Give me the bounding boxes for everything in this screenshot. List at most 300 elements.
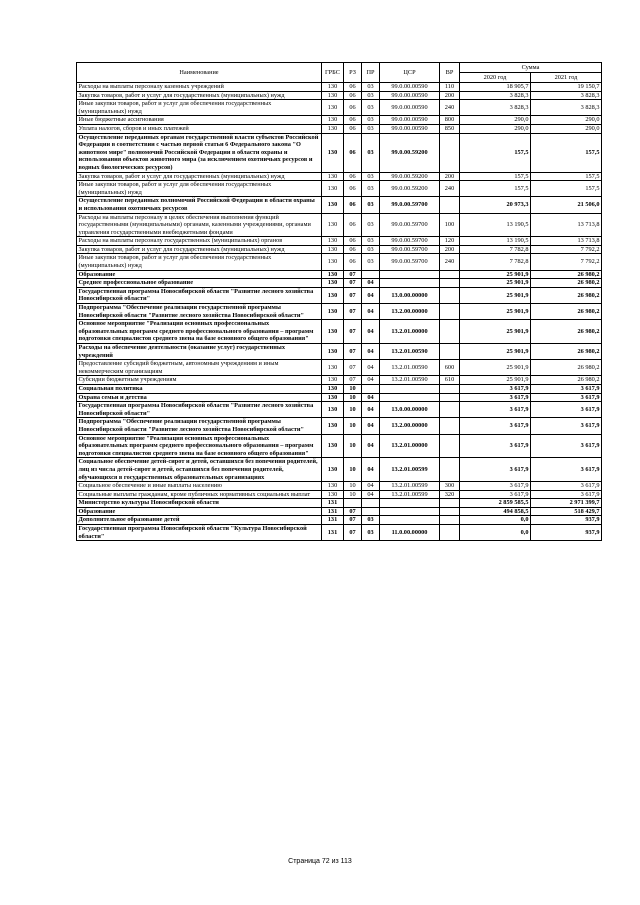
- cell-2020: 25 901,9: [460, 304, 531, 320]
- cell-rz: [344, 499, 362, 508]
- cell-2020: 25 901,9: [460, 287, 531, 303]
- cell-name: Социальные выплаты гражданам, кроме публичных нормативных социальных выплат: [77, 490, 322, 499]
- table-body: [77, 83, 602, 541]
- table-row: [77, 344, 602, 360]
- cell-pr: 04: [362, 376, 380, 385]
- cell-vr: [440, 458, 460, 482]
- cell-2020: 25 901,9: [460, 360, 531, 376]
- cell-2021: 2 971 399,7: [531, 499, 602, 508]
- cell-2020: 290,0: [460, 116, 531, 125]
- cell-2021: 19 150,7: [531, 83, 602, 92]
- cell-grbs: 130: [322, 245, 344, 254]
- cell-vr: 110: [440, 83, 460, 92]
- cell-pr: 04: [362, 458, 380, 482]
- cell-2021: 3 617,9: [531, 434, 602, 458]
- table-row: [77, 458, 602, 482]
- cell-vr: [440, 279, 460, 288]
- cell-2020: 157,5: [460, 181, 531, 197]
- cell-rz: 07: [344, 344, 362, 360]
- table-row: [77, 197, 602, 213]
- cell-name: Расходы на обеспечение деятельности (оказание услуг) государственных учреждений: [77, 344, 322, 360]
- cell-csr: 13.0.00.00000: [380, 287, 440, 303]
- cell-2020: 3 617,9: [460, 402, 531, 418]
- cell-2021: 3 828,3: [531, 100, 602, 116]
- cell-csr: 13.2.01.00000: [380, 434, 440, 458]
- table-row: [77, 245, 602, 254]
- cell-pr: 04: [362, 304, 380, 320]
- cell-name: Расходы на выплаты персоналу государственных (муниципальных) органов: [77, 237, 322, 246]
- cell-grbs: 130: [322, 172, 344, 181]
- cell-grbs: 130: [322, 490, 344, 499]
- cell-pr: 03: [362, 516, 380, 525]
- cell-pr: [362, 507, 380, 516]
- cell-name: Иные закупки товаров, работ и услуг для обеспечения государственных (муниципальных) нужд: [77, 181, 322, 197]
- cell-grbs: 130: [322, 418, 344, 434]
- cell-rz: 07: [344, 376, 362, 385]
- cell-csr: 13.2.00.00000: [380, 418, 440, 434]
- cell-pr: 03: [362, 181, 380, 197]
- cell-grbs: 130: [322, 360, 344, 376]
- cell-name: Осуществление переданных органам государственной власти субъектов Российской Федерации в соответствии с частью первой статьи 6 Федерального закона "О животном мире" полномочий Российской Федерации в области охраны и использования объектов животного мира (за исключением охотничьих ресурсов и водных биологических ресурсов): [77, 133, 322, 172]
- cell-2021: 26 980,2: [531, 360, 602, 376]
- cell-csr: 99.0.00.59200: [380, 172, 440, 181]
- cell-2020: 2 859 585,5: [460, 499, 531, 508]
- table-row: [77, 287, 602, 303]
- cell-name: Государственная программа Новосибирской области "Развитие лесного хозяйства Новосибирской области": [77, 287, 322, 303]
- cell-2021: 26 980,2: [531, 279, 602, 288]
- cell-grbs: 130: [322, 100, 344, 116]
- cell-2021: 157,5: [531, 133, 602, 172]
- cell-vr: 240: [440, 181, 460, 197]
- cell-csr: [380, 499, 440, 508]
- cell-csr: [380, 279, 440, 288]
- table-row: [77, 402, 602, 418]
- cell-csr: [380, 507, 440, 516]
- cell-pr: 03: [362, 237, 380, 246]
- cell-2020: 3 828,3: [460, 100, 531, 116]
- table-row: [77, 393, 602, 402]
- cell-vr: 120: [440, 237, 460, 246]
- cell-pr: 04: [362, 360, 380, 376]
- cell-name: Основное мероприятие "Реализация основных профессиональных образовательных программ среднего профессионального образования – программ подготовки специалистов среднего звена на базе основного общего образования": [77, 320, 322, 344]
- cell-pr: [362, 499, 380, 508]
- cell-pr: 03: [362, 245, 380, 254]
- cell-rz: 07: [344, 516, 362, 525]
- cell-name: Иные бюджетные ассигнования: [77, 116, 322, 125]
- table-row: [77, 320, 602, 344]
- cell-name: Дополнительное образование детей: [77, 516, 322, 525]
- cell-csr: 99.0.00.59700: [380, 254, 440, 270]
- cell-pr: 03: [362, 172, 380, 181]
- cell-vr: 200: [440, 245, 460, 254]
- cell-pr: 04: [362, 418, 380, 434]
- cell-2021: 7 792,2: [531, 254, 602, 270]
- cell-rz: 06: [344, 172, 362, 181]
- cell-rz: 06: [344, 83, 362, 92]
- cell-vr: 610: [440, 376, 460, 385]
- cell-2020: 3 617,9: [460, 393, 531, 402]
- cell-name: Иные закупки товаров, работ и услуг для обеспечения государственных (муниципальных) нужд: [77, 254, 322, 270]
- cell-vr: [440, 393, 460, 402]
- cell-vr: [440, 197, 460, 213]
- cell-2020: 3 828,3: [460, 91, 531, 100]
- table-row: [77, 133, 602, 172]
- cell-2020: 25 901,9: [460, 279, 531, 288]
- cell-pr: 03: [362, 213, 380, 237]
- cell-grbs: 130: [322, 482, 344, 491]
- table-row: [77, 360, 602, 376]
- cell-csr: 13.2.01.00590: [380, 360, 440, 376]
- cell-grbs: 130: [322, 279, 344, 288]
- cell-grbs: 130: [322, 181, 344, 197]
- cell-grbs: 131: [322, 525, 344, 541]
- cell-grbs: 130: [322, 91, 344, 100]
- cell-name: Образование: [77, 270, 322, 279]
- cell-vr: 850: [440, 124, 460, 133]
- cell-rz: 06: [344, 181, 362, 197]
- cell-2021: 3 617,9: [531, 402, 602, 418]
- cell-vr: [440, 499, 460, 508]
- cell-2021: 157,5: [531, 172, 602, 181]
- cell-csr: 99.0.00.59700: [380, 245, 440, 254]
- cell-name: Расходы на выплаты персоналу казенных учреждений: [77, 83, 322, 92]
- cell-csr: 13.2.01.00599: [380, 490, 440, 499]
- table-row: [77, 124, 602, 133]
- cell-rz: 10: [344, 418, 362, 434]
- cell-2020: 3 617,9: [460, 418, 531, 434]
- cell-pr: [362, 384, 380, 393]
- cell-csr: 99.0.00.59700: [380, 197, 440, 213]
- cell-vr: [440, 304, 460, 320]
- header-vr: ВР: [440, 63, 460, 83]
- cell-name: Социальное обеспечение детей-сирот и детей, оставшихся без попечения родителей, лиц из числа детей-сирот и детей, оставшихся без попечения родителей, обучающихся в государственных образовательных организациях: [77, 458, 322, 482]
- cell-rz: 10: [344, 384, 362, 393]
- table-row: [77, 279, 602, 288]
- cell-2021: 26 980,2: [531, 287, 602, 303]
- cell-2020: 494 858,5: [460, 507, 531, 516]
- cell-csr: 99.0.00.59700: [380, 237, 440, 246]
- cell-pr: 03: [362, 254, 380, 270]
- cell-rz: 07: [344, 287, 362, 303]
- cell-vr: 300: [440, 482, 460, 491]
- cell-name: Подпрограмма "Обеспечение реализации государственной программы Новосибирской области "Развитие лесного хозяйства Новосибирской области": [77, 304, 322, 320]
- cell-2020: 3 617,9: [460, 384, 531, 393]
- cell-grbs: 130: [322, 213, 344, 237]
- cell-rz: 07: [344, 507, 362, 516]
- cell-name: Охрана семьи и детства: [77, 393, 322, 402]
- cell-pr: 04: [362, 279, 380, 288]
- header-2021: 2021 год: [531, 73, 602, 83]
- cell-csr: [380, 270, 440, 279]
- cell-rz: 07: [344, 525, 362, 541]
- table-row: [77, 91, 602, 100]
- table-row: [77, 434, 602, 458]
- cell-2021: 26 980,2: [531, 304, 602, 320]
- cell-2021: 290,0: [531, 124, 602, 133]
- table-row: [77, 237, 602, 246]
- cell-2021: 3 828,3: [531, 91, 602, 100]
- cell-grbs: 131: [322, 499, 344, 508]
- cell-csr: [380, 393, 440, 402]
- cell-2021: 157,5: [531, 181, 602, 197]
- cell-grbs: 130: [322, 384, 344, 393]
- cell-2021: 26 980,2: [531, 344, 602, 360]
- cell-2020: 7 782,8: [460, 245, 531, 254]
- cell-2020: 290,0: [460, 124, 531, 133]
- cell-csr: 99.0.00.00590: [380, 83, 440, 92]
- cell-vr: [440, 507, 460, 516]
- cell-2020: 13 190,5: [460, 213, 531, 237]
- cell-grbs: 130: [322, 402, 344, 418]
- budget-sheet: [76, 62, 601, 541]
- table-row: [77, 254, 602, 270]
- cell-rz: 07: [344, 279, 362, 288]
- cell-rz: 06: [344, 197, 362, 213]
- cell-grbs: 130: [322, 133, 344, 172]
- cell-vr: [440, 384, 460, 393]
- cell-rz: 06: [344, 245, 362, 254]
- table-row: [77, 100, 602, 116]
- table-row: [77, 516, 602, 525]
- cell-rz: 06: [344, 254, 362, 270]
- page-footer: Страница 72 из 113: [288, 858, 352, 865]
- cell-grbs: 130: [322, 270, 344, 279]
- table-row: [77, 525, 602, 541]
- cell-name: Субсидии бюджетным учреждениям: [77, 376, 322, 385]
- cell-pr: 03: [362, 83, 380, 92]
- cell-2021: 937,9: [531, 516, 602, 525]
- cell-vr: 240: [440, 254, 460, 270]
- header-csr: ЦСР: [380, 63, 440, 83]
- cell-name: Предоставление субсидий бюджетным, автономным учреждениям и иным некоммерческим организациям: [77, 360, 322, 376]
- table-row: [77, 304, 602, 320]
- cell-rz: 07: [344, 304, 362, 320]
- cell-grbs: 131: [322, 516, 344, 525]
- cell-rz: 06: [344, 100, 362, 116]
- budget-table: [76, 62, 602, 541]
- cell-name: Основное мероприятие "Реализация основных профессиональных образовательных программ среднего профессионального образования – программ подготовки специалистов среднего звена на базе основного общего образования": [77, 434, 322, 458]
- cell-csr: 13.2.01.00590: [380, 344, 440, 360]
- cell-csr: 99.0.00.59700: [380, 213, 440, 237]
- cell-pr: 04: [362, 287, 380, 303]
- cell-rz: 06: [344, 91, 362, 100]
- cell-grbs: 130: [322, 124, 344, 133]
- cell-grbs: 130: [322, 237, 344, 246]
- table-row: [77, 270, 602, 279]
- cell-pr: 04: [362, 434, 380, 458]
- cell-2021: 13 713,8: [531, 213, 602, 237]
- cell-pr: 03: [362, 116, 380, 125]
- cell-name: Социальная политика: [77, 384, 322, 393]
- cell-vr: 100: [440, 213, 460, 237]
- cell-grbs: 131: [322, 507, 344, 516]
- cell-2021: 3 617,9: [531, 418, 602, 434]
- cell-csr: 99.0.00.59200: [380, 181, 440, 197]
- cell-csr: 13.2.01.00000: [380, 320, 440, 344]
- header-sum: Сумма: [460, 63, 602, 73]
- table-row: [77, 490, 602, 499]
- cell-vr: [440, 516, 460, 525]
- cell-name: Социальное обеспечение и иные выплаты населению: [77, 482, 322, 491]
- cell-vr: 240: [440, 100, 460, 116]
- cell-rz: 06: [344, 213, 362, 237]
- cell-grbs: 130: [322, 83, 344, 92]
- header-name: Наименование: [77, 63, 322, 83]
- cell-vr: 200: [440, 91, 460, 100]
- cell-rz: 07: [344, 270, 362, 279]
- cell-csr: [380, 516, 440, 525]
- cell-csr: 99.0.00.59200: [380, 133, 440, 172]
- cell-grbs: 130: [322, 287, 344, 303]
- cell-2021: 937,9: [531, 525, 602, 541]
- cell-grbs: 130: [322, 320, 344, 344]
- cell-vr: 800: [440, 116, 460, 125]
- cell-vr: 320: [440, 490, 460, 499]
- cell-csr: 13.2.00.00000: [380, 304, 440, 320]
- cell-pr: 03: [362, 100, 380, 116]
- cell-vr: [440, 402, 460, 418]
- cell-2020: 0,0: [460, 516, 531, 525]
- cell-csr: 99.0.00.00590: [380, 100, 440, 116]
- cell-2020: 3 617,9: [460, 490, 531, 499]
- cell-name: Осуществление переданных полномочий Российской Федерации в области охраны и использования охотничьих ресурсов: [77, 197, 322, 213]
- cell-2021: 7 792,2: [531, 245, 602, 254]
- cell-csr: 13.2.01.00590: [380, 376, 440, 385]
- cell-2020: 7 782,8: [460, 254, 531, 270]
- cell-rz: 10: [344, 393, 362, 402]
- cell-2021: 3 617,9: [531, 458, 602, 482]
- cell-grbs: 130: [322, 197, 344, 213]
- cell-name: Подпрограмма "Обеспечение реализации государственной программы Новосибирской области "Развитие лесного хозяйства Новосибирской области": [77, 418, 322, 434]
- cell-2020: 25 901,9: [460, 376, 531, 385]
- header-2020: 2020 год: [460, 73, 531, 83]
- cell-vr: [440, 133, 460, 172]
- cell-2021: 26 980,2: [531, 376, 602, 385]
- cell-2020: 13 190,5: [460, 237, 531, 246]
- cell-pr: 03: [362, 124, 380, 133]
- cell-2021: 3 617,9: [531, 384, 602, 393]
- cell-vr: [440, 525, 460, 541]
- cell-pr: 04: [362, 344, 380, 360]
- cell-rz: 07: [344, 360, 362, 376]
- table-row: [77, 181, 602, 197]
- cell-grbs: 130: [322, 116, 344, 125]
- table-row: [77, 172, 602, 181]
- cell-vr: [440, 418, 460, 434]
- cell-grbs: 130: [322, 393, 344, 402]
- cell-pr: 04: [362, 402, 380, 418]
- cell-pr: 04: [362, 490, 380, 499]
- cell-2021: 26 980,2: [531, 270, 602, 279]
- cell-2020: 157,5: [460, 133, 531, 172]
- table-row: [77, 418, 602, 434]
- table-row: [77, 213, 602, 237]
- cell-2021: 518 429,7: [531, 507, 602, 516]
- table-row: [77, 482, 602, 491]
- cell-vr: [440, 320, 460, 344]
- cell-name: Расходы на выплаты персоналу в целях обеспечения выполнения функций государственными (муниципальными) органами, казенными учреждениями, органами управления государственными внебюджетными фондами: [77, 213, 322, 237]
- cell-csr: 99.0.00.00590: [380, 91, 440, 100]
- cell-pr: 03: [362, 525, 380, 541]
- cell-2020: 25 901,9: [460, 344, 531, 360]
- cell-vr: [440, 287, 460, 303]
- cell-pr: 03: [362, 133, 380, 172]
- cell-2021: 3 617,9: [531, 482, 602, 491]
- cell-vr: 200: [440, 172, 460, 181]
- cell-2021: 13 713,8: [531, 237, 602, 246]
- cell-rz: 10: [344, 482, 362, 491]
- cell-rz: 10: [344, 458, 362, 482]
- cell-csr: 13.2.01.00599: [380, 482, 440, 491]
- cell-csr: [380, 384, 440, 393]
- table-row: [77, 376, 602, 385]
- cell-rz: 10: [344, 434, 362, 458]
- cell-grbs: 130: [322, 458, 344, 482]
- cell-name: Закупка товаров, работ и услуг для государственных (муниципальных) нужд: [77, 91, 322, 100]
- table-row: [77, 499, 602, 508]
- cell-rz: 07: [344, 320, 362, 344]
- cell-vr: [440, 270, 460, 279]
- cell-rz: 06: [344, 237, 362, 246]
- table-row: [77, 384, 602, 393]
- cell-csr: 99.0.00.00590: [380, 124, 440, 133]
- cell-vr: [440, 434, 460, 458]
- cell-2020: 18 905,7: [460, 83, 531, 92]
- cell-2021: 21 506,0: [531, 197, 602, 213]
- cell-name: Среднее профессиональное образование: [77, 279, 322, 288]
- cell-2020: 3 617,9: [460, 434, 531, 458]
- cell-grbs: 130: [322, 254, 344, 270]
- header-pr: ПР: [362, 63, 380, 83]
- header-grbs: ГРБС: [322, 63, 344, 83]
- cell-2021: 290,0: [531, 116, 602, 125]
- cell-grbs: 130: [322, 304, 344, 320]
- cell-rz: 10: [344, 490, 362, 499]
- table-row: [77, 507, 602, 516]
- cell-pr: 03: [362, 197, 380, 213]
- cell-grbs: 130: [322, 344, 344, 360]
- cell-pr: [362, 270, 380, 279]
- cell-2020: 0,0: [460, 525, 531, 541]
- cell-name: Закупка товаров, работ и услуг для государственных (муниципальных) нужд: [77, 172, 322, 181]
- cell-name: Закупка товаров, работ и услуг для государственных (муниципальных) нужд: [77, 245, 322, 254]
- cell-csr: 13.2.01.00599: [380, 458, 440, 482]
- cell-csr: 11.0.00.00000: [380, 525, 440, 541]
- cell-rz: 06: [344, 133, 362, 172]
- cell-vr: 600: [440, 360, 460, 376]
- cell-2021: 3 617,9: [531, 490, 602, 499]
- cell-name: Образование: [77, 507, 322, 516]
- cell-name: Государственная программа Новосибирской области "Развитие лесного хозяйства Новосибирской области": [77, 402, 322, 418]
- cell-2021: 3 617,9: [531, 393, 602, 402]
- cell-2020: 157,5: [460, 172, 531, 181]
- cell-name: Министерство культуры Новосибирской области: [77, 499, 322, 508]
- cell-rz: 10: [344, 402, 362, 418]
- cell-csr: 13.0.00.00000: [380, 402, 440, 418]
- cell-2020: 25 901,9: [460, 320, 531, 344]
- cell-grbs: 130: [322, 376, 344, 385]
- cell-pr: 04: [362, 320, 380, 344]
- cell-name: Государственная программа Новосибирской области "Культура Новосибирской области": [77, 525, 322, 541]
- cell-grbs: 130: [322, 434, 344, 458]
- cell-2020: 3 617,9: [460, 482, 531, 491]
- cell-2020: 20 973,3: [460, 197, 531, 213]
- table-row: [77, 116, 602, 125]
- header-rz: РЗ: [344, 63, 362, 83]
- cell-pr: 04: [362, 482, 380, 491]
- cell-2021: 26 980,2: [531, 320, 602, 344]
- cell-pr: 04: [362, 393, 380, 402]
